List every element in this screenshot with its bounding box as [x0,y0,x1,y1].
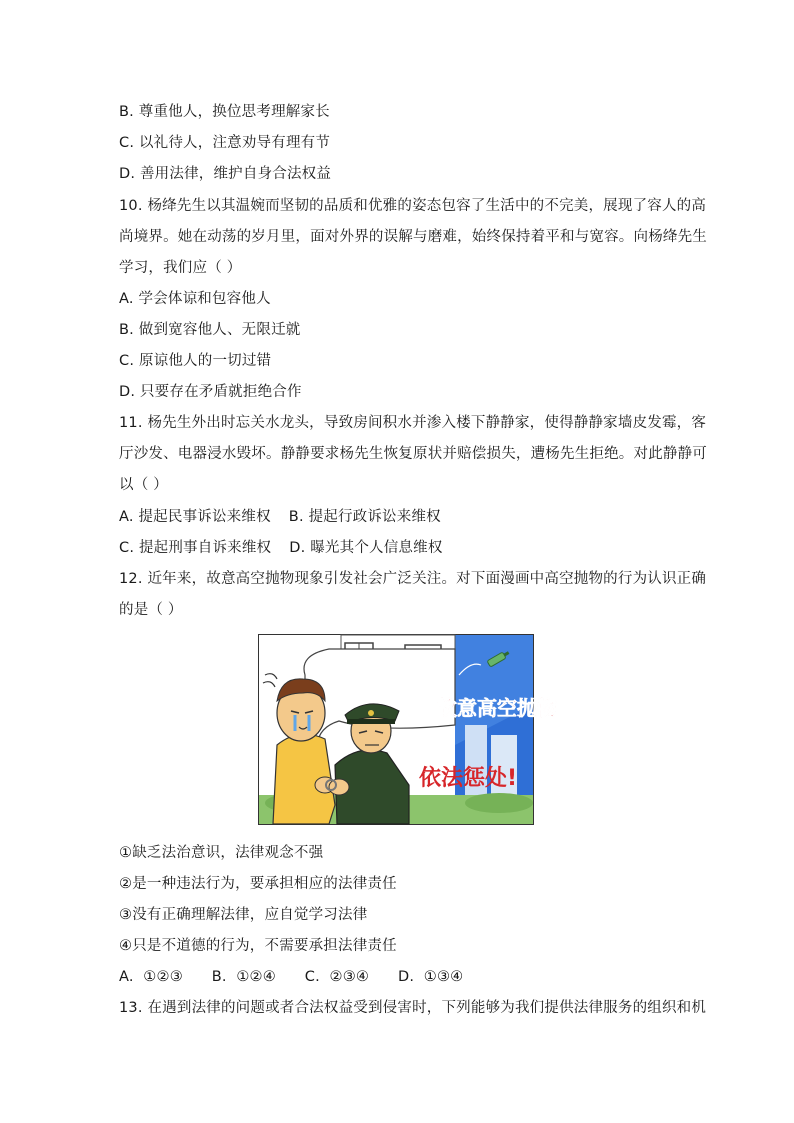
q9-option-c: C. 以礼待人，注意劝导有理有节 [119,135,331,151]
comic-drawing [259,635,557,824]
crying-man [263,674,335,824]
q12-statement-1: ①缺乏法治意识，法律观念不强 [119,845,324,861]
q9-option-b: B. 尊重他人，换位思考理解家长 [119,104,330,120]
comic-illustration [258,634,557,825]
q11-option-c: C. 提起刑事自诉来维权 [119,540,272,556]
q12-statement-4: ④只是不道德的行为，不需要承担法律责任 [119,938,397,954]
q13-stem-line-1: 13. 在遇到法律的问题或者合法权益受到侵害时，下列能够为我们提供法律服务的组织和机 [119,1000,707,1016]
q11-option-a: A. 提起民事诉讼来维权 [119,509,271,525]
q11-stem-line-2: 厅沙发、电器浸水毁坏。静静要求杨先生恢复原状并赔偿损失，遭杨先生拒绝。对此静静可 [119,446,707,462]
q10-option-d: D. 只要存在矛盾就拒绝合作 [119,384,302,400]
q10-stem-line-2: 尚境界。她在动荡的岁月里，面对外界的误解与磨难，始终保持着平和与宽容。向杨绛先生 [119,229,707,245]
q10-stem-line-1: 10. 杨绛先生以其温婉而坚韧的品质和优雅的姿态包容了生活中的不完美，展现了容人的高 [119,198,707,214]
q11-stem-line-1: 11. 杨先生外出时忘关水龙头，导致房间积水并渗入楼下静静家，使得静静家墙皮发霉，客 [119,415,707,431]
q12-stem-line-2: 的是（ ） [119,602,183,618]
q12-statement-2: ②是一种违法行为，要承担相应的法律责任 [119,876,397,892]
q11-option-row-1 [119,507,441,527]
q11-option-d: D. 曝光其个人信息维权 [289,540,443,556]
q10-option-c: C. 原谅他人的一切过错 [119,353,272,369]
q10-option-a: A. 学会体谅和包容他人 [119,291,271,307]
q12-stem-line-1: 12. 近年来，故意高空抛物现象引发社会广泛关注。对下面漫画中高空抛物的行为认识正确 [119,571,707,587]
q12-options: A. ①②③ B. ①②④ C. ②③④ D. ①③④ [119,969,464,985]
q10-option-b: B. 做到宽容他人、无限迁就 [119,322,301,338]
q10-stem-line-3: 学习，我们应（ ） [119,260,242,276]
caption-bottom: 依法惩处! [419,766,518,791]
q11-option-b: B. 提起行政诉讼来维权 [288,509,441,525]
q11-option-row-2 [119,538,443,558]
q11-stem-line-3: 以（ ） [119,477,168,493]
caption-top: 故意高空抛物 [437,696,557,720]
q9-option-d: D. 善用法律，维护自身合法权益 [119,166,332,182]
q12-statement-3: ③没有正确理解法律，应自觉学习法律 [119,907,368,923]
